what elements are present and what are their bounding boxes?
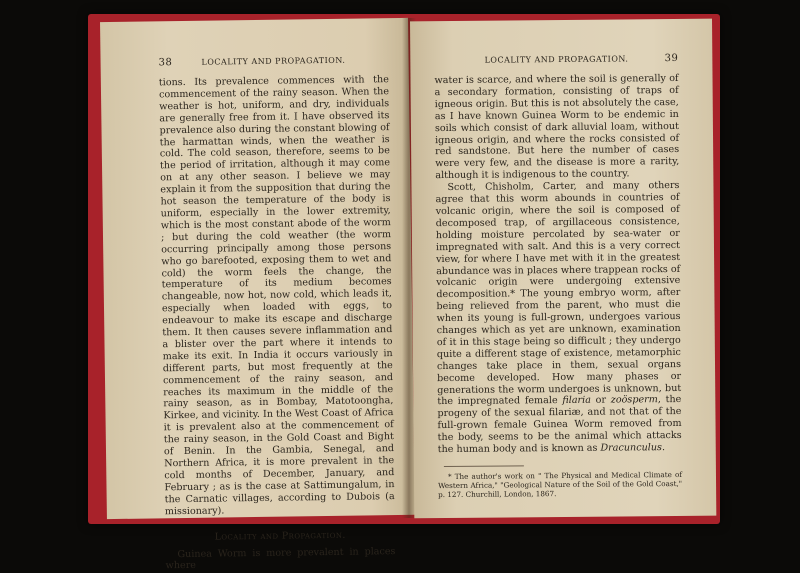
left-paragraph: tions. Its prevalence commences with the commencement of the rainy season. When the weather is hot, uniform, and dry, individuals are generally free from it. I have observed its prevalence also during the constant blowing of the harmattan winds, when the weather is cold. The cold season, therefore, seems to be the period of irritation, although it may come on at any other season. I believe we may explain it from the supposition that during the hot season the temperature of the body is uniform, especially in the lower extremity, which is the most constant abode of the worm ; but during the cold weather (the worm occurring principally among those persons who go barefooted, exposing them to wet and cold) the worm feels the change, the temperature of its medium becomes changeable, now hot, now cold, which leads it, especially when loaded with eggs, to endeavour to make its escape and discharge them. It then causes severe inflammation and a blister over the part where it intends to make its exit. In India it occurs variously in different parts, but most frequently at the commencement of the rainy season, and reaches its maximum in the middle of the rainy season, as in Bombay, Matotoongha, Kirkee, and vicinity. In the West Coast of Africa it is prevalent also at the commencement of the rainy season, in the Gold Coast and Bight of Benin. In the Gambia, Senegal, and Northern Africa, it is more prevalent in the cold months of December, January, and February ; as is the case at Sattimungalum, in the Carnatic villages, according to Dubois (a missionary). — [158, 74, 395, 517]
section-first-line: Guinea Worm is more prevalent in places where — [165, 545, 396, 572]
page-number-right: 39 — [664, 52, 679, 65]
running-head-title-left: LOCALITY AND PROPAGATION. — [201, 55, 346, 67]
section-opening — [165, 546, 395, 573]
section-heading: Locality and Propagation. — [214, 529, 346, 543]
paragraph-2-end: . — [661, 442, 666, 454]
right-body-text — [434, 73, 681, 456]
left-running-head — [159, 54, 389, 68]
right-running-head — [434, 53, 678, 66]
footnote-rule — [444, 465, 524, 467]
right-paragraph-1: water is scarce, and where the soil is generally of a secondary formation, consisting of traps of igneous origin. But this is not absolutely the case, as I have known Guinea Worm to be endemic in soils which consist of dark alluvial loam, without igneous origin, and where the rocks consisted of red sandstone. But here the number of cases were very few, and the disease is more a rarity, although it is indigenous to the country. — [434, 72, 680, 182]
right-page — [410, 19, 716, 519]
left-body-text — [159, 74, 395, 518]
paragraph-2-part-b: , the progeny of the sexual filariæ, and not that of the full-grown female Guinea Worm removed from the body, seems to be the animal which attacks the human body and is known as — [437, 394, 682, 456]
running-head-title-right: LOCALITY AND PROPAGATION. — [484, 54, 629, 65]
page-number-left: 38 — [158, 57, 173, 69]
left-page — [100, 18, 415, 572]
italic-filaria: filaria — [562, 395, 591, 407]
italic-zoosperm: zoösperm — [610, 394, 658, 407]
right-paragraph-2 — [435, 180, 681, 456]
footnote: * The author's work on " The Physical and Medical Climate of Western Africa," "Geological Nature of the Soil of the Gold Coast," p. 127. Churchill, London, 1867. — [438, 469, 683, 500]
italic-dracunculus: Dracunculus — [600, 442, 662, 454]
connector-or: or — [590, 395, 611, 407]
paragraph-2-part-a: Scott, Chisholm, Carter, and many others agree that this worm abounds in countries of volcanic origin, where the soil is composed of decomposed trap, of argillaceous consistence, holding moisture percolated by sea-water or impregnated with salt. And this is a very correct view, for where I have met with it in the greatest abundance was in places where trappean rocks of volcanic origin were undergoing extensive decomposition.* The young embryo worm, after being relieved from the parent, who must die when its young is full-grown, undergoes various changes which as yet are unknown, examination of it in this stage being so difficult ; they undergo quite a different stage of existence, metamorphic changes take place in them, sexual organs become developed. How many phases or generations the worm undergoes is unknown, but the impregnated female — [435, 180, 682, 408]
